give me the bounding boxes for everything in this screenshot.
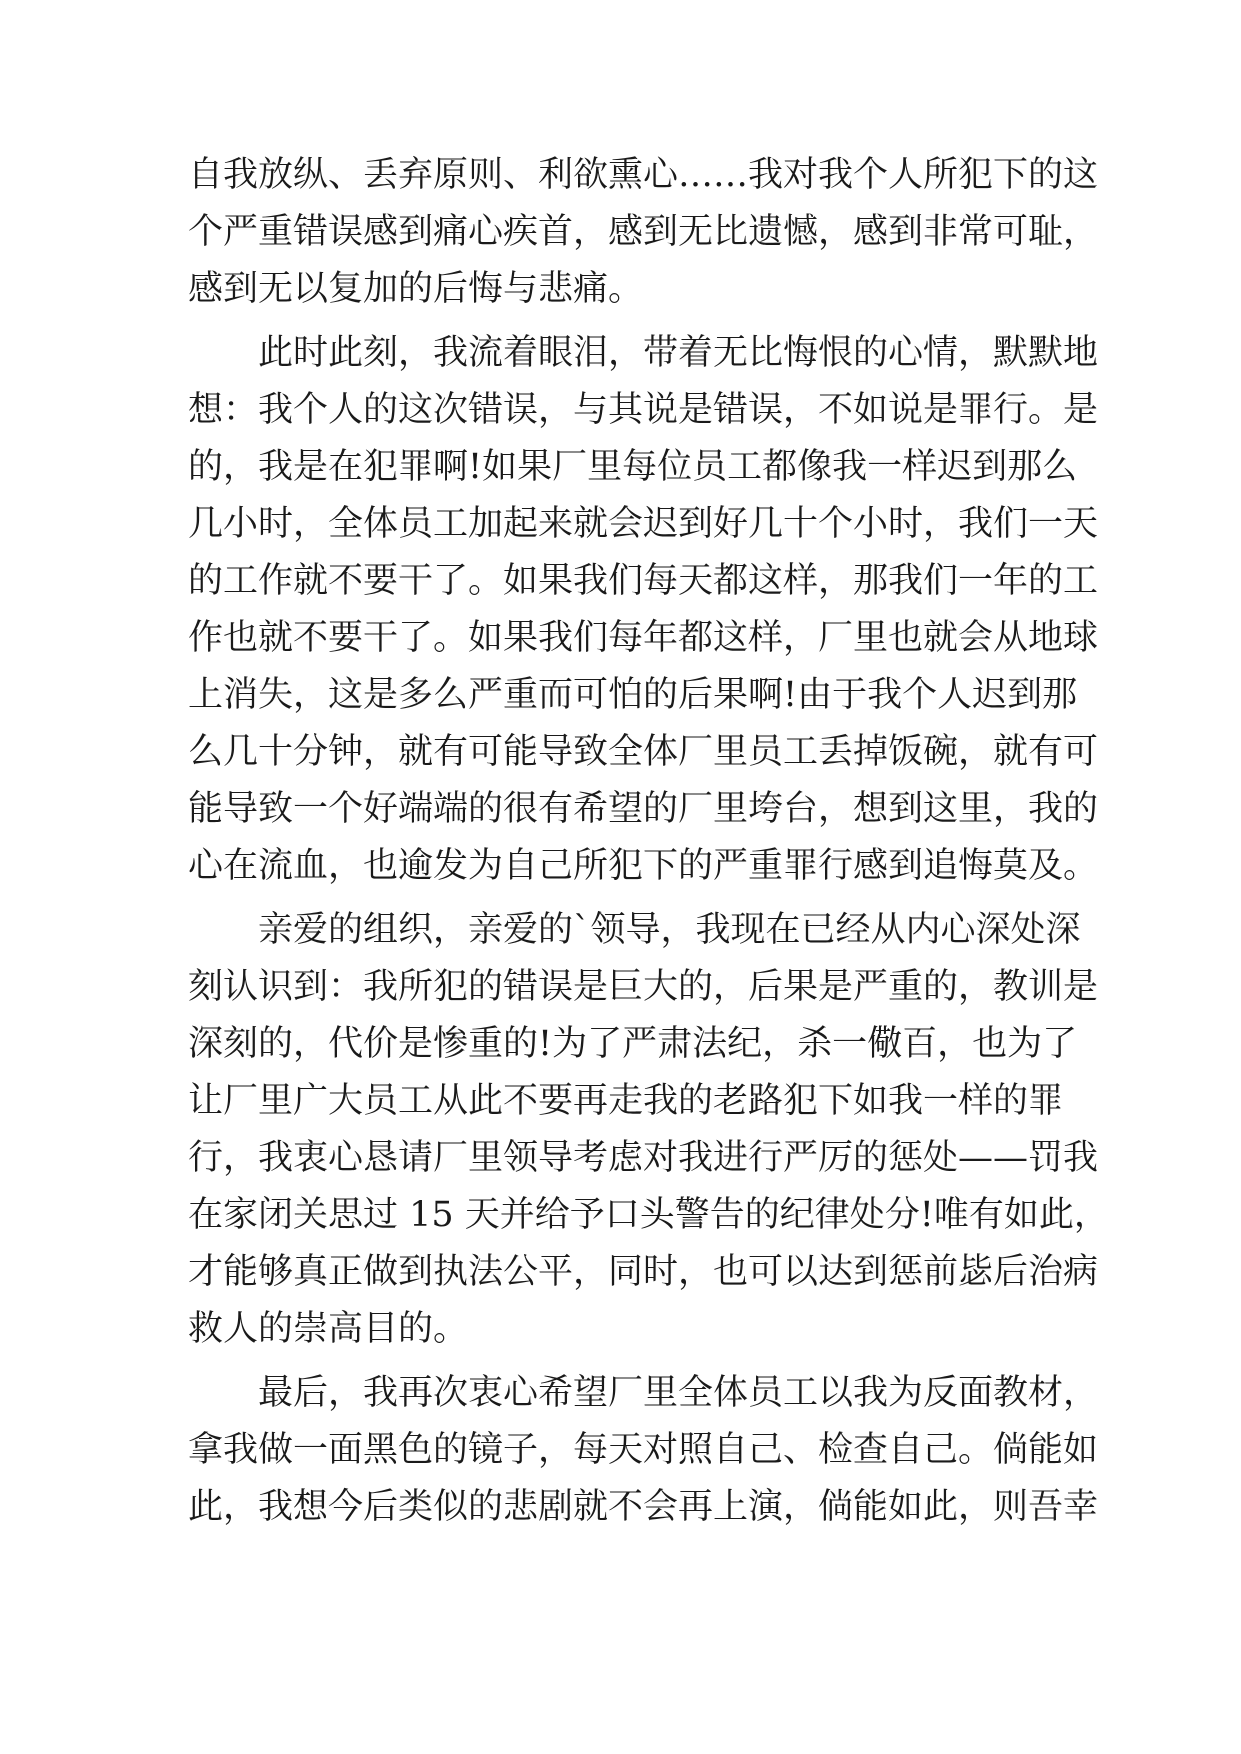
text-line: 在家闭关思过 15 天并给予口头警告的纪律处分!唯有如此， <box>188 1195 1109 1235</box>
body-text <box>188 155 1109 1527</box>
text-line: 心在流血，也逾发为自己所犯下的严重罪行感到追悔莫及。 <box>188 846 1099 886</box>
text-line: 的工作就不要干了。如果我们每天都这样，那我们一年的工 <box>188 561 1099 601</box>
text-line: 救人的崇高目的。 <box>188 1309 469 1349</box>
paragraph-first-line: 此时此刻，我流着眼泪，带着无比悔恨的心情，默默地 <box>258 333 1099 373</box>
text-line: 拿我做一面黑色的镜子，每天对照自己、检查自己。倘能如 <box>188 1430 1099 1470</box>
text-line: 么几十分钟，就有可能导致全体厂里员工丢掉饭碗，就有可 <box>188 732 1099 772</box>
text-line: 上消失，这是多么严重而可怕的后果啊!由于我个人迟到那 <box>188 675 1078 715</box>
paragraph-first-line: 最后，我再次衷心希望厂里全体员工以我为反面教材， <box>258 1373 1099 1413</box>
text-line: 此，我想今后类似的悲剧就不会再上演，倘能如此，则吾幸 <box>188 1487 1099 1527</box>
text-line: 几小时，全体员工加起来就会迟到好几十个小时，我们一天 <box>188 504 1099 544</box>
paragraph-first-line: 亲爱的组织，亲爱的`领导，我现在已经从内心深处深 <box>258 910 1081 950</box>
text-line: 作也就不要干了。如果我们每年都这样，厂里也就会从地球 <box>188 618 1099 658</box>
text-line: 才能够真正做到执法公平，同时，也可以达到惩前毖后治病 <box>188 1252 1099 1292</box>
text-line: 的，我是在犯罪啊!如果厂里每位员工都像我一样迟到那么 <box>188 447 1078 487</box>
text-line: 深刻的，代价是惨重的!为了严肃法纪，杀一儆百，也为了 <box>188 1024 1078 1064</box>
text-line: 能导致一个好端端的很有希望的厂里垮台，想到这里，我的 <box>188 789 1099 829</box>
text-line: 行，我衷心恳请厂里领导考虑对我进行严厉的惩处——罚我 <box>188 1138 1099 1178</box>
text-line: 自我放纵、丢弃原则、利欲熏心……我对我个人所犯下的这 <box>188 155 1099 195</box>
text-line: 个严重错误感到痛心疾首，感到无比遗憾，感到非常可耻， <box>188 212 1099 252</box>
text-line: 感到无以复加的后悔与悲痛。 <box>188 269 644 309</box>
text-line: 让厂里广大员工从此不要再走我的老路犯下如我一样的罪 <box>188 1081 1064 1121</box>
text-line: 想：我个人的这次错误，与其说是错误，不如说是罪行。是 <box>188 390 1099 430</box>
text-line: 刻认识到：我所犯的错误是巨大的，后果是严重的，教训是 <box>188 967 1099 1007</box>
